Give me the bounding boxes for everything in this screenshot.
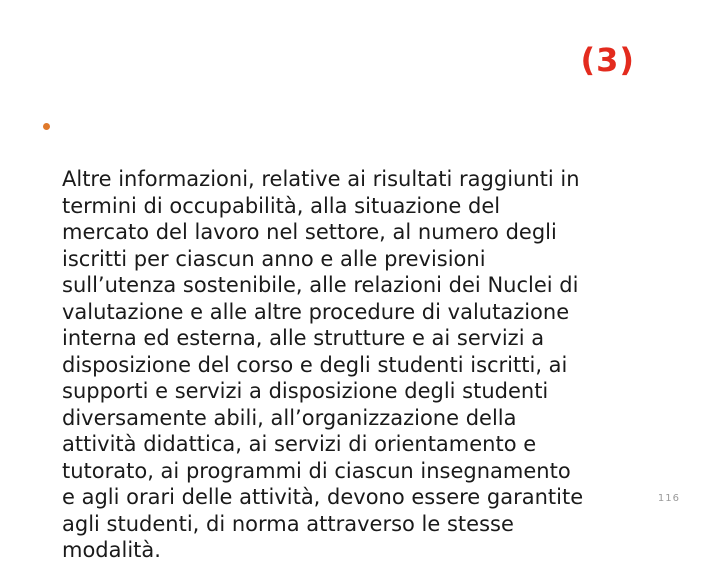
bullet-list [43,113,683,564]
slide-title: (3) [580,41,635,79]
page-number: 116 [657,493,680,504]
bullet-dot-icon [43,123,50,130]
bullet-text: Altre informazioni, relative ai risultati raggiunti in termini di occupabilità, alla situazione del mercato del lavoro nel settore, al numero degli iscritti per ciascun anno e alle previsioni sull’utenza sostenibile, alle relazioni dei Nuclei di valutazione e alle altre procedure di valutazione interna ed esterna, alle strutture e ai servizi a disposizione del corso e degli studenti iscritti, ai supporti e servizi a disposizione degli studenti diversamente abili, all’organizzazione della attività didattica, ai servizi di orientamento e tutorato, ai programmi di ciascun insegnamento e agli orari delle attività, devono essere garantite agli studenti, di norma attraverso le stesse modalità. [62,167,584,562]
bullet-item [43,113,683,564]
